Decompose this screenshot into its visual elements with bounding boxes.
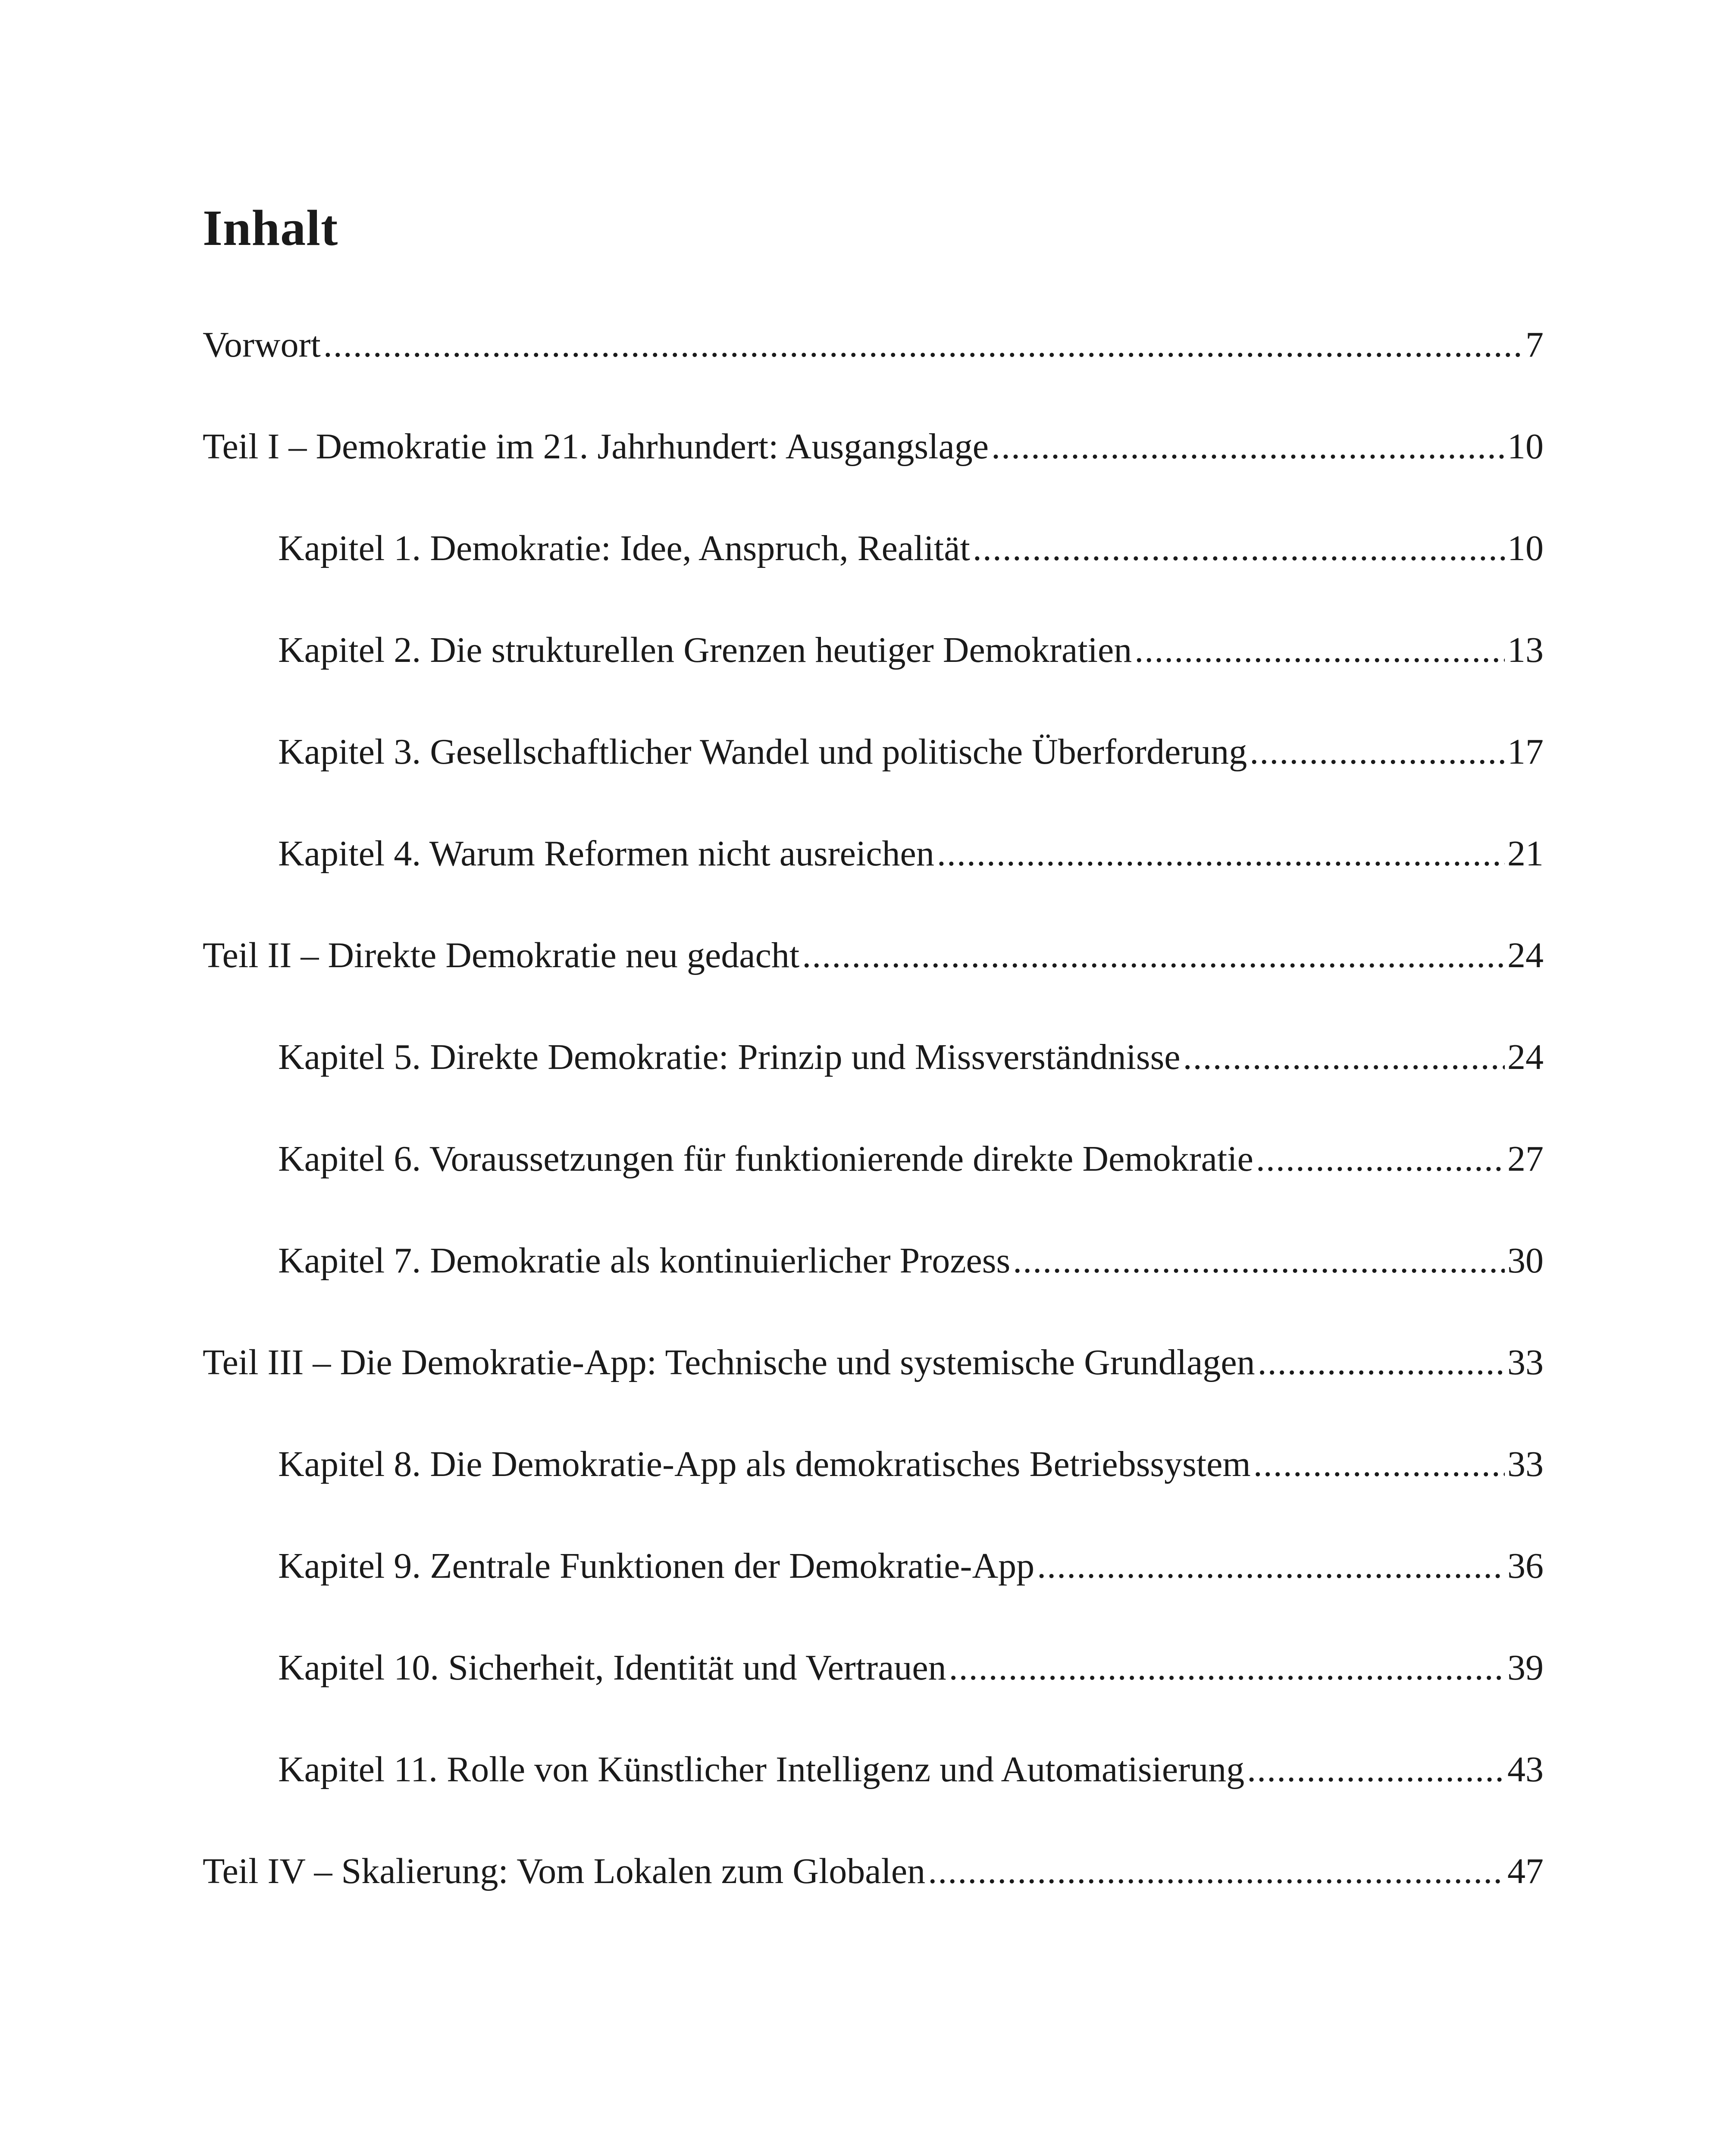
toc-entry-page-number: 30: [1507, 1241, 1544, 1281]
toc-entry-kapitel-4[interactable]: [203, 828, 1544, 930]
toc-entry-page-number: 33: [1507, 1444, 1544, 1484]
toc-entry-label: Kapitel 11. Rolle von Künstlicher Intelligenz und Automatisierung: [278, 1749, 1245, 1789]
dot-leader: [802, 930, 1505, 981]
dot-leader: [973, 523, 1505, 574]
toc-entry-kapitel-10[interactable]: [203, 1642, 1544, 1744]
toc-entry-page-number: 10: [1507, 528, 1544, 568]
toc-entry-kapitel-2[interactable]: [203, 624, 1544, 726]
toc-entry-kapitel-5[interactable]: [203, 1031, 1544, 1133]
toc-entry-kapitel-3[interactable]: [203, 726, 1544, 828]
toc-entry-page-number: 17: [1507, 732, 1544, 772]
toc-entry-label: Kapitel 7. Demokratie als kontinuierlicher Prozess: [278, 1241, 1011, 1281]
toc-entry-label: Kapitel 5. Direkte Demokratie: Prinzip und Missverständnisse: [278, 1037, 1181, 1077]
toc-entry-kapitel-11[interactable]: [203, 1744, 1544, 1846]
toc-entry-kapitel-8[interactable]: [203, 1438, 1544, 1540]
dot-leader: [1250, 726, 1505, 778]
dot-leader: [928, 1846, 1505, 1897]
toc-entry-label: Kapitel 3. Gesellschaftlicher Wandel und politische Überforderung: [278, 732, 1247, 772]
toc-entry-label: Teil I – Demokratie im 21. Jahrhundert: Ausgangslage: [203, 426, 989, 467]
table-of-contents: [203, 319, 1544, 1947]
dot-leader: [1037, 1540, 1505, 1592]
toc-entry-page-number: 47: [1507, 1851, 1544, 1891]
toc-entry-teil-1[interactable]: [203, 421, 1544, 523]
toc-entry-label: Kapitel 10. Sicherheit, Identität und Vertrauen: [278, 1648, 946, 1688]
dot-leader: [1013, 1235, 1505, 1287]
toc-entry-page-number: 7: [1525, 325, 1544, 365]
toc-entry-page-number: 24: [1507, 1037, 1544, 1077]
toc-entry-label: Kapitel 2. Die strukturellen Grenzen heutiger Demokratien: [278, 630, 1132, 670]
toc-entry-page-number: 10: [1507, 426, 1544, 467]
page-title: Inhalt: [203, 200, 338, 256]
toc-entry-kapitel-6[interactable]: [203, 1133, 1544, 1235]
toc-entry-page-number: 33: [1507, 1342, 1544, 1382]
toc-entry-label: Vorwort: [203, 325, 321, 365]
dot-leader: [991, 421, 1505, 473]
toc-entry-kapitel-1[interactable]: [203, 523, 1544, 624]
toc-entry-label: Teil IV – Skalierung: Vom Lokalen zum Globalen: [203, 1851, 926, 1891]
dot-leader: [937, 828, 1505, 880]
dot-leader: [1253, 1438, 1505, 1490]
toc-entry-label: Kapitel 9. Zentrale Funktionen der Demokratie-App: [278, 1546, 1035, 1586]
toc-entry-label: Kapitel 1. Demokratie: Idee, Anspruch, Realität: [278, 528, 970, 568]
toc-entry-page-number: 21: [1507, 834, 1544, 874]
toc-entry-kapitel-7[interactable]: [203, 1235, 1544, 1337]
dot-leader: [323, 319, 1523, 371]
toc-entry-teil-4[interactable]: [203, 1846, 1544, 1947]
toc-entry-label: Kapitel 8. Die Demokratie-App als demokratisches Betriebssystem: [278, 1444, 1251, 1484]
dot-leader: [1258, 1337, 1505, 1388]
toc-entry-teil-2[interactable]: [203, 930, 1544, 1031]
dot-leader: [949, 1642, 1505, 1694]
toc-entry-label: Kapitel 6. Voraussetzungen für funktionierende direkte Demokratie: [278, 1139, 1253, 1179]
toc-entry-page-number: 24: [1507, 935, 1544, 975]
toc-entry-page-number: 13: [1507, 630, 1544, 670]
toc-entry-teil-3[interactable]: [203, 1337, 1544, 1438]
toc-entry-page-number: 36: [1507, 1546, 1544, 1586]
toc-entry-page-number: 27: [1507, 1139, 1544, 1179]
dot-leader: [1134, 624, 1505, 676]
toc-entry-vorwort[interactable]: [203, 319, 1544, 421]
toc-entry-label: Teil II – Direkte Demokratie neu gedacht: [203, 935, 800, 975]
dot-leader: [1256, 1133, 1505, 1185]
toc-entry-page-number: 39: [1507, 1648, 1544, 1688]
toc-entry-page-number: 43: [1507, 1749, 1544, 1789]
toc-entry-label: Kapitel 4. Warum Reformen nicht ausreichen: [278, 834, 934, 874]
dot-leader: [1183, 1031, 1505, 1083]
toc-entry-label: Teil III – Die Demokratie-App: Technische und systemische Grundlagen: [203, 1342, 1255, 1382]
toc-entry-kapitel-9[interactable]: [203, 1540, 1544, 1642]
dot-leader: [1247, 1744, 1505, 1796]
